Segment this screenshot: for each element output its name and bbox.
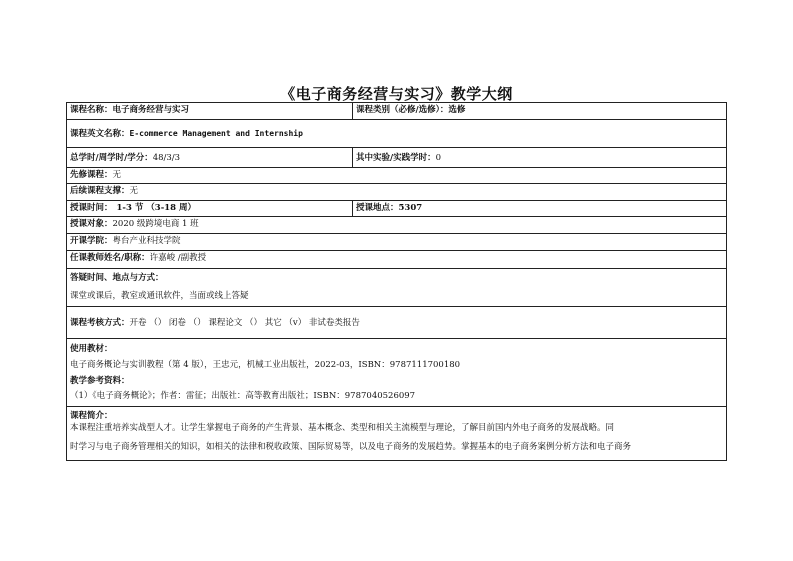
lab-hours-value: 0	[435, 153, 442, 163]
reference-value: （1）《电子商务概论》；作者：雷征；出版社：高等教育出版社；ISBN：9787040526097	[70, 391, 416, 401]
row-prereq	[67, 168, 726, 184]
course-en-value: E-commerce Management and Internship	[129, 129, 303, 138]
row-qa	[67, 269, 726, 307]
course-type-label: 课程类别（必修/选修）：	[356, 105, 449, 115]
row-teacher	[67, 251, 726, 269]
document-title: 《电子商务经营与实习》教学大纲	[280, 85, 513, 103]
syllabus-table	[66, 102, 727, 461]
course-type-value: 选修	[448, 105, 466, 115]
followup-value: 无	[129, 186, 139, 196]
college-value: 粤台产业科技学院	[112, 236, 181, 246]
row-followup	[67, 184, 726, 201]
textbook-label: 使用教材：	[70, 344, 113, 354]
intro-label: 课程简介：	[70, 411, 113, 421]
row-intro	[67, 407, 726, 462]
row-audience	[67, 217, 726, 234]
intro-text	[70, 419, 723, 457]
lab-hours-label: 其中实验/实践学时：	[356, 153, 436, 163]
course-en-label: 课程英文名称：	[70, 129, 130, 139]
course-name-value: 电子商务经营与实习	[112, 105, 190, 115]
audience-label: 授课对象：	[70, 219, 113, 229]
row-assessment	[67, 307, 726, 339]
qa-value: 课堂或课后，教室或通讯软件，当面或线上答疑	[70, 291, 249, 301]
place-value: 5307	[398, 203, 423, 213]
assessment-label: 课程考核方式：	[70, 318, 130, 328]
college-label: 开课学院：	[70, 236, 113, 246]
row-hours	[67, 148, 726, 168]
assessment-value: 开卷 （） 闭卷 （） 课程论文 （） 其它 （v） 非试卷类报告	[129, 318, 360, 328]
teacher-label: 任课教师姓名/职称：	[70, 253, 150, 263]
intro-line: 时学习与电子商务管理相关的知识，如相关的法律和税收政策、国际贸易等，以及电子商务的发展趋势。掌握基本的电子商务案例分析方法和电子商务	[70, 442, 632, 452]
row-course-en	[67, 120, 726, 148]
qa-label: 答疑时间、地点与方式：	[70, 273, 164, 283]
row-course-name	[67, 103, 726, 120]
course-name-label: 课程名称：	[70, 105, 113, 115]
row-time	[67, 201, 726, 217]
hours-label: 总学时/周学时/学分：	[70, 153, 153, 163]
prereq-value: 无	[112, 170, 122, 180]
reference-label: 教学参考资料：	[70, 376, 130, 386]
time-value: 1-3 节 （3-18 周）	[116, 203, 197, 213]
row-textbook	[67, 339, 726, 407]
audience-value: 2020 级跨境电商 1 班	[112, 219, 199, 229]
followup-label: 后续课程支撑：	[70, 186, 130, 196]
place-label: 授课地点：	[356, 203, 399, 213]
prereq-label: 先修课程：	[70, 170, 113, 180]
time-label: 授课时间：	[70, 203, 113, 213]
row-college	[67, 234, 726, 251]
textbook-value: 电子商务概论与实训教程（第 4 版），王忠元，机械工业出版社，2022-03，ISBN：9787111700180	[70, 360, 461, 370]
intro-line: 本课程注重培养实战型人才。让学生掌握电子商务的产生背景、基本概念、类型和相关主流模型与理论，了解目前国内外电子商务的发展战略。同	[70, 423, 615, 433]
hours-value: 48/3/3	[152, 153, 181, 163]
teacher-value: 许嘉峻 /副教授	[149, 253, 207, 263]
